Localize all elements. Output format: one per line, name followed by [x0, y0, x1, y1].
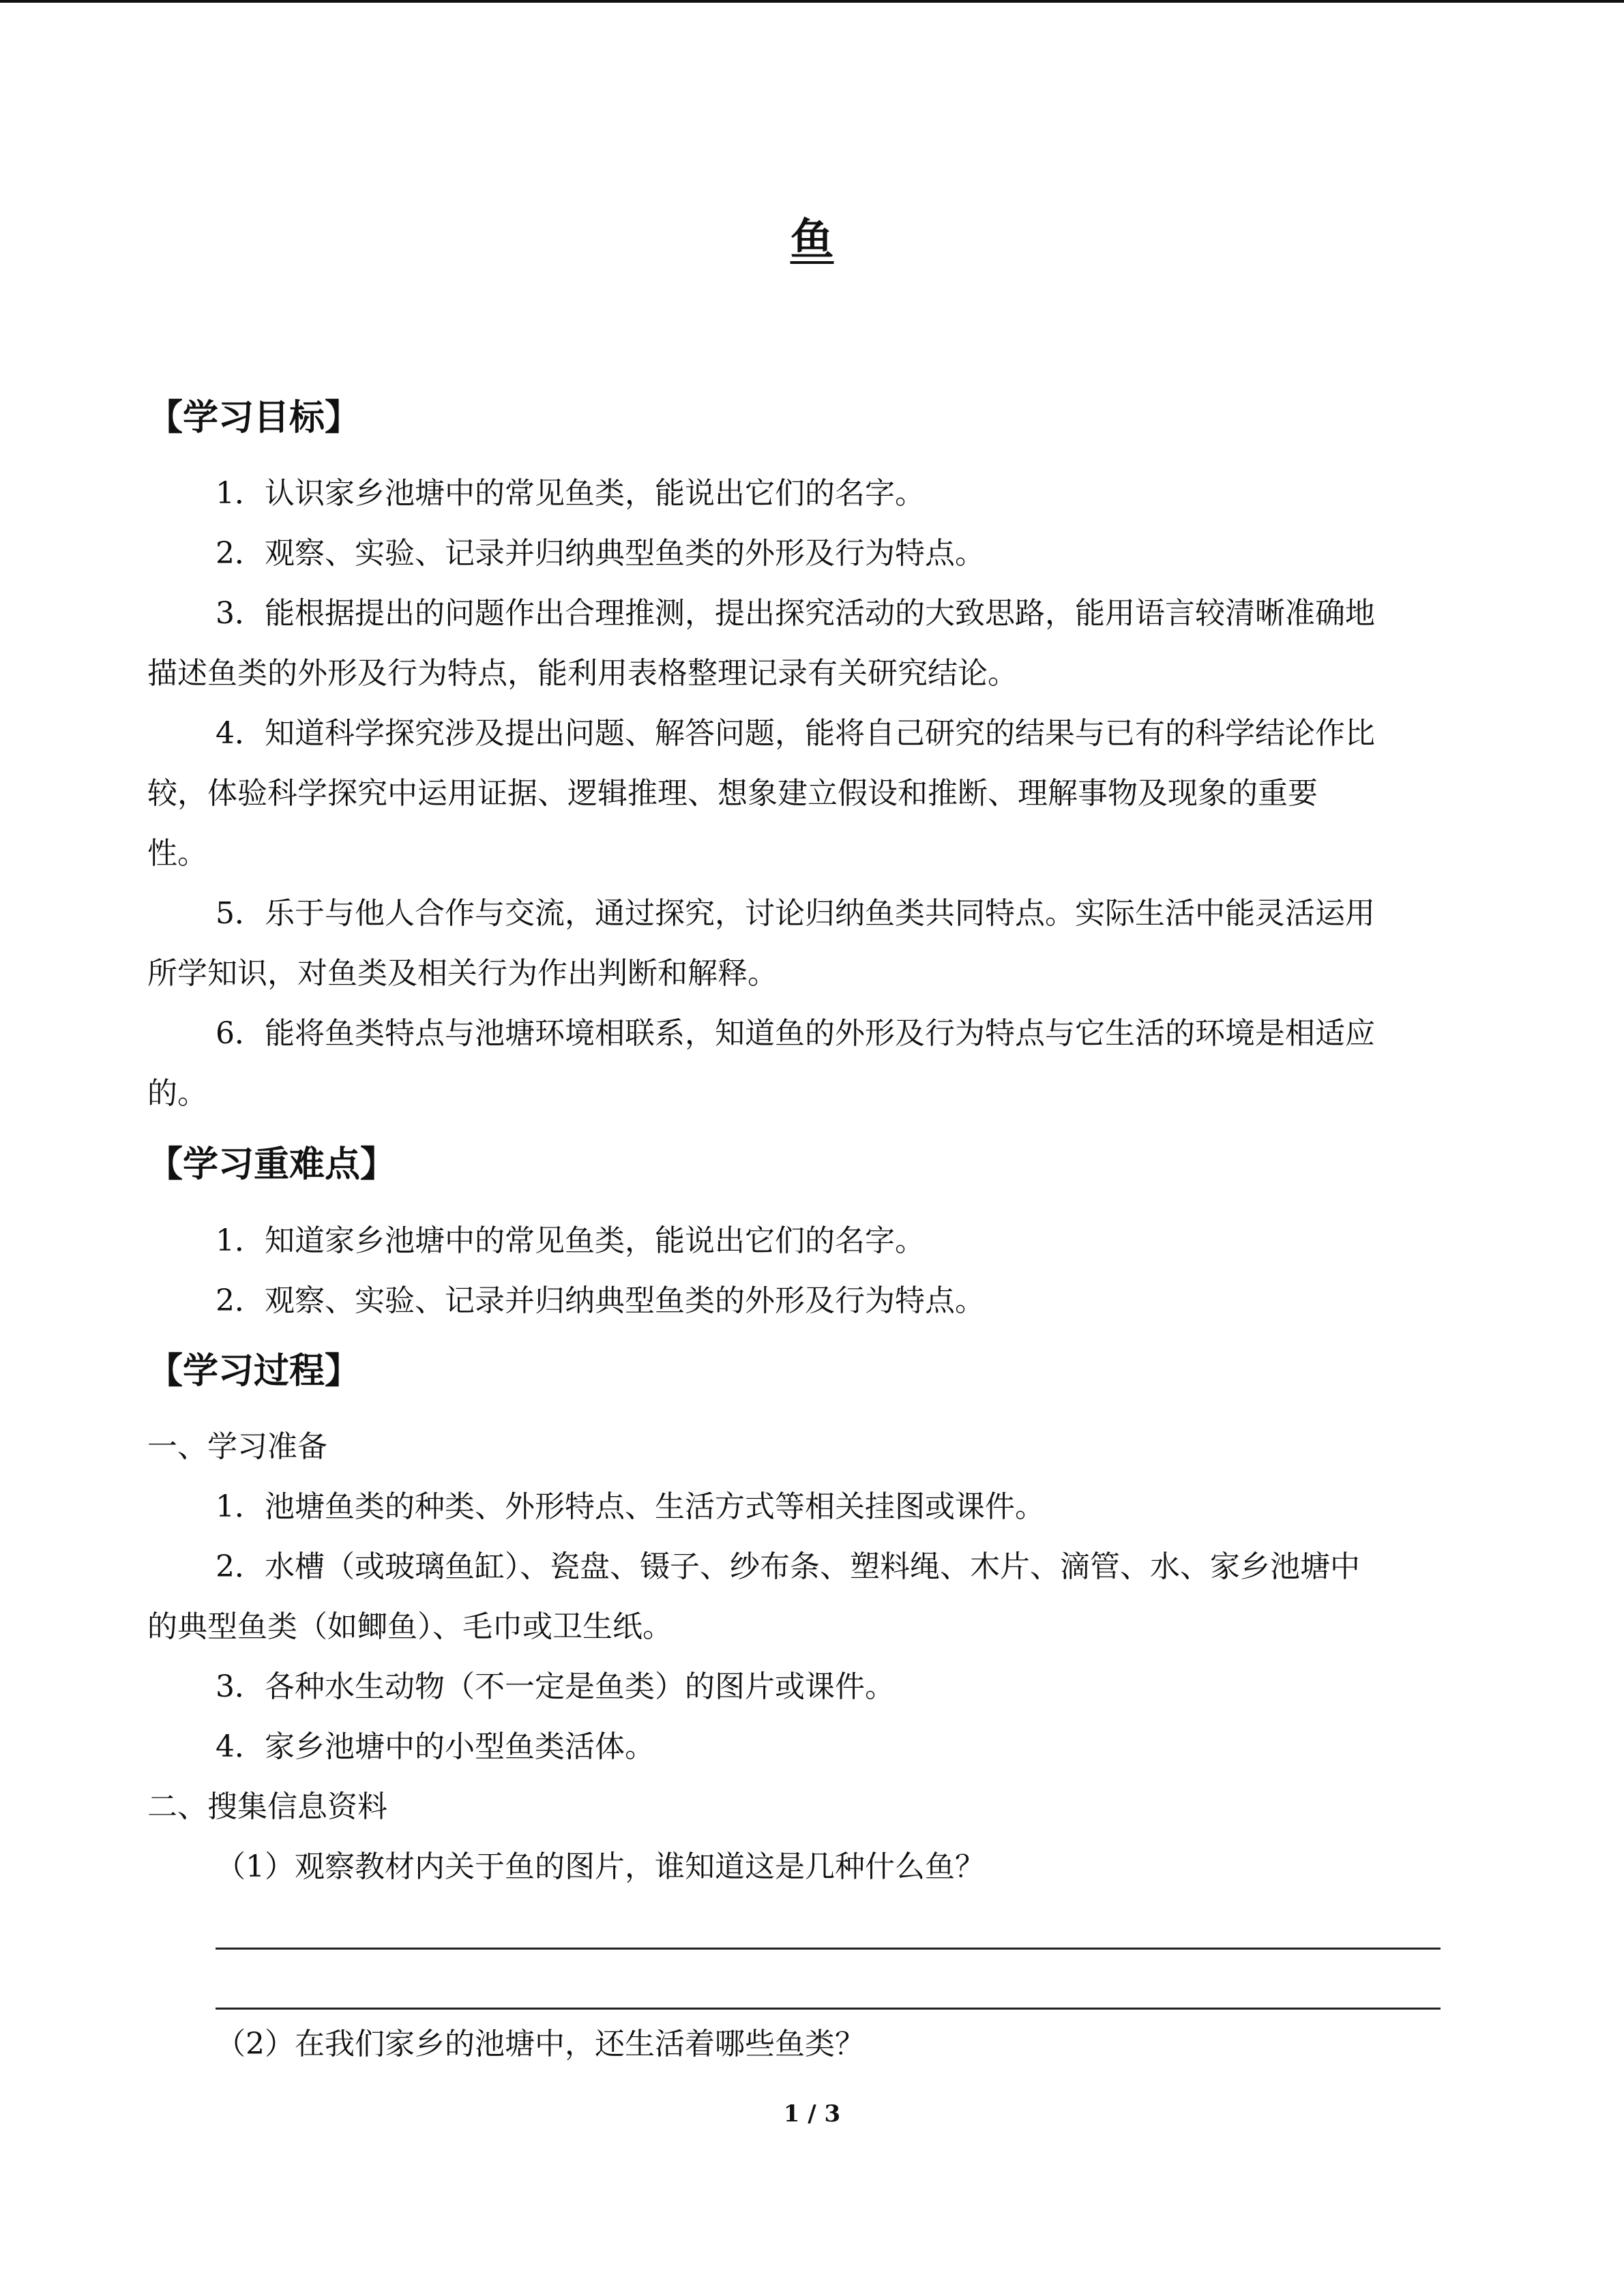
heading-key-points: 【学习重难点】: [147, 1144, 396, 1185]
prep-line-2b: 的典型鱼类（如鲫鱼）、毛巾或卫生纸。: [147, 1609, 673, 1644]
key-point-line-1: 1．知道家乡池塘中的常见鱼类，能说出它们的名字。: [216, 1223, 925, 1258]
objective-line-5: 5．乐于与他人合作与交流，通过探究，讨论归纳鱼类共同特点。实际生活中能灵活运用: [216, 896, 1375, 931]
page-number: 1 / 3: [783, 2100, 841, 2128]
answer-line-2[interactable]: [216, 2008, 1441, 2010]
prep-line-2: 2．水槽（或玻璃鱼缸）、瓷盘、镊子、纱布条、塑料绳、木片、滴管、水、家乡池塘中: [216, 1549, 1360, 1584]
heading-process: 【学习过程】: [147, 1351, 361, 1392]
objective-line-4b: 较，体验科学探究中运用证据、逻辑推理、想象建立假设和推断、理解事物及现象的重要: [147, 776, 1318, 811]
process-part2-title: 二、搜集信息资料: [147, 1789, 387, 1824]
answer-line-1[interactable]: [216, 1948, 1441, 1950]
objective-line-3: 3．能根据提出的问题作出合理推测，提出探究活动的大致思路，能用语言较清晰准确地: [216, 596, 1375, 631]
objective-line-4: 4．知道科学探究涉及提出问题、解答问题，能将自己研究的结果与已有的科学结论作比: [216, 716, 1375, 751]
objective-line-6b: 的。: [147, 1076, 207, 1111]
question-1: （1）观察教材内关于鱼的图片，谁知道这是几种什么鱼？: [216, 1849, 985, 1884]
heading-objectives: 【学习目标】: [147, 398, 361, 438]
objective-line-1: 1．认识家乡池塘中的常见鱼类，能说出它们的名字。: [216, 476, 925, 511]
page-title: 鱼: [790, 214, 834, 265]
process-part1-title: 一、学习准备: [147, 1429, 327, 1464]
prep-line-3: 3．各种水生动物（不一定是鱼类）的图片或课件。: [216, 1669, 895, 1704]
top-border: [0, 0, 1624, 3]
prep-line-4: 4．家乡池塘中的小型鱼类活体。: [216, 1729, 655, 1764]
prep-line-1: 1．池塘鱼类的种类、外形特点、生活方式等相关挂图或课件。: [216, 1489, 1045, 1524]
objective-line-6: 6．能将鱼类特点与池塘环境相联系，知道鱼的外形及行为特点与它生活的环境是相适应: [216, 1016, 1375, 1051]
objective-line-2: 2．观察、实验、记录并归纳典型鱼类的外形及行为特点。: [216, 536, 985, 571]
objective-line-4c: 性。: [147, 836, 207, 871]
question-2: （2）在我们家乡的池塘中，还生活着哪些鱼类？: [216, 2027, 865, 2061]
key-point-line-2: 2．观察、实验、记录并归纳典型鱼类的外形及行为特点。: [216, 1283, 985, 1318]
objective-line-5b: 所学知识，对鱼类及相关行为作出判断和解释。: [147, 956, 778, 991]
objective-line-3b: 描述鱼类的外形及行为特点，能利用表格整理记录有关研究结论。: [147, 656, 1018, 691]
